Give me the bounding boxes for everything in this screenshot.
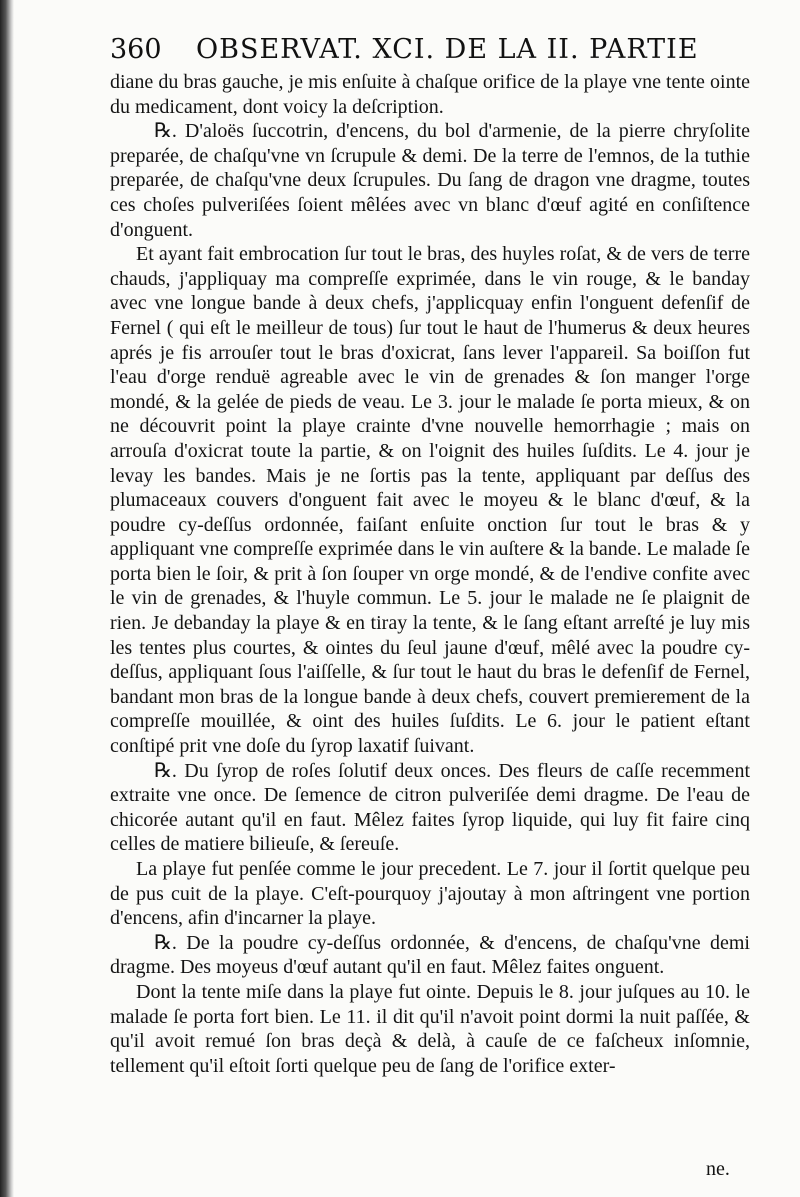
running-header [110,34,750,70]
page-number: 360 [110,34,162,65]
paragraph-continuation: diane du bras gauche, je mis enſuite à chaſque orifice de la playe vne tente ointe du medicament, dont voicy la deſcription. [110,71,750,118]
page-body-text [110,70,750,1078]
catchword: ne. [706,1158,730,1180]
paragraph-recipe-3: ℞. De la poudre cy-deſſus ordonnée, & d'encens, de chaſqu'vne demi dragme. Des moyeus d'œuf autant qu'il en faut. Mêlez faites onguent. [110,931,750,979]
paragraph-dressing: La playe fut penſée comme le jour precedent. Le 7. jour il ſortit quelque peu de pus cuit de la playe. C'eſt-pourquoy j'ajoutay à mon aſtringent vne portion d'encens, afin d'incarner la playe. [110,858,750,930]
paragraph-recipe-1: ℞. D'aloës ſuccotrin, d'encens, du bol d'armenie, de la pierre chryſolite preparée, de chaſqu'vne vn ſcrupule & demi. De la terre de l'emnos, de la tuthie preparée, de chaſqu'vne deux ſcrupules. Du ſang de dragon vne dragme, toutes ces choſes pulveriſées ſoient mêlées avec vn blanc d'œuf agité en conſiſtence d'onguent. [110,120,750,241]
paragraph-progress: Dont la tente miſe dans la playe fut ointe. Depuis le 8. jour juſques au 10. le malade ſe porta fort bien. Le 11. il dit qu'il n'avoit point dormi la nuit paſſée, & qu'il avoit remué ſon bras deçà & delà, à cauſe de ce faſcheux inſomnie, tellement qu'il eſtoit ſorti quelque peu de ſang de l'orifice exter- [110,980,750,1077]
page-gutter-shadow [0,0,14,1197]
running-title: OBSERVAT. XCI. DE LA II. PARTIE [196,34,699,65]
paragraph-treatment: Et ayant fait embrocation ſur tout le bras, des huyles roſat, & de vers de terre chauds, j'appliquay ma compreſſe exprimée, dans le vin rouge, & le banday avec vne longue bande à deux chefs, j'applicquay enfin l'onguent defenſif de Fernel ( qui eſt le meilleur de tous) ſur tout le haut de l'humerus & deux heures aprés je fis arrouſer tout le bras d'oxicrat, ſans lever l'appareil. Sa boiſſon fut l'eau d'orge renduë agreable avec le vin de grenades & ſon manger l'orge mondé, & la gelée de pieds de veau. Le 3. jour le malade ſe porta mieux, & on ne découvrit point la playe crainte d'vne nouvelle hemorrhagie ; mais on arrouſa d'oxicrat toute la partie, & on l'oignit des huiles ſuſdits. Le 4. jour je levay les bandes. Mais je ne ſortis pas la tente, appliquant par deſſus des plumaceaux couvers d'onguent fait avec le moyeu & le blanc d'œuf, & la poudre cy-deſſus ordonnée, faiſant enſuite onction ſur tout le bras & y appliquant vne compreſſe exprimée dans le vin auſtere & la bande. Le malade ſe porta bien le ſoir, & prit à ſon ſouper vn orge mondé, & de l'endive confite avec le vin de grenades, & l'huyle commun. Le 5. jour le malade ne ſe plaignit de rien. Je debanday la playe & en tiray la tente, & le ſang eſtant arreſté je luy mis les tentes plus courtes, & ointes du ſeul jaune d'œuf, mêlé avec la poudre cy-deſſus, appliquant ſous l'aiſſelle, & ſur tout le haut du bras le defenſif de Fernel, bandant mon bras de la longue bande à deux chefs, couvert premierement de la compreſſe mouillée, & oint des huiles ſuſdits. Le 6. jour le patient eſtant conſtipé prit vne doſe du ſyrop laxatif ſuivant. [110,243,750,758]
paragraph-recipe-2: ℞. Du ſyrop de roſes ſolutif deux onces. Des fleurs de caſſe recemment extraite vne once. De ſemence de citron pulveriſée demi dragme. De l'eau de chicorée autant qu'il en faut. Mêlez faites ſyrop liquide, qui luy fit faire cinq celles de matiere bilieuſe, & ſereuſe. [110,759,750,856]
